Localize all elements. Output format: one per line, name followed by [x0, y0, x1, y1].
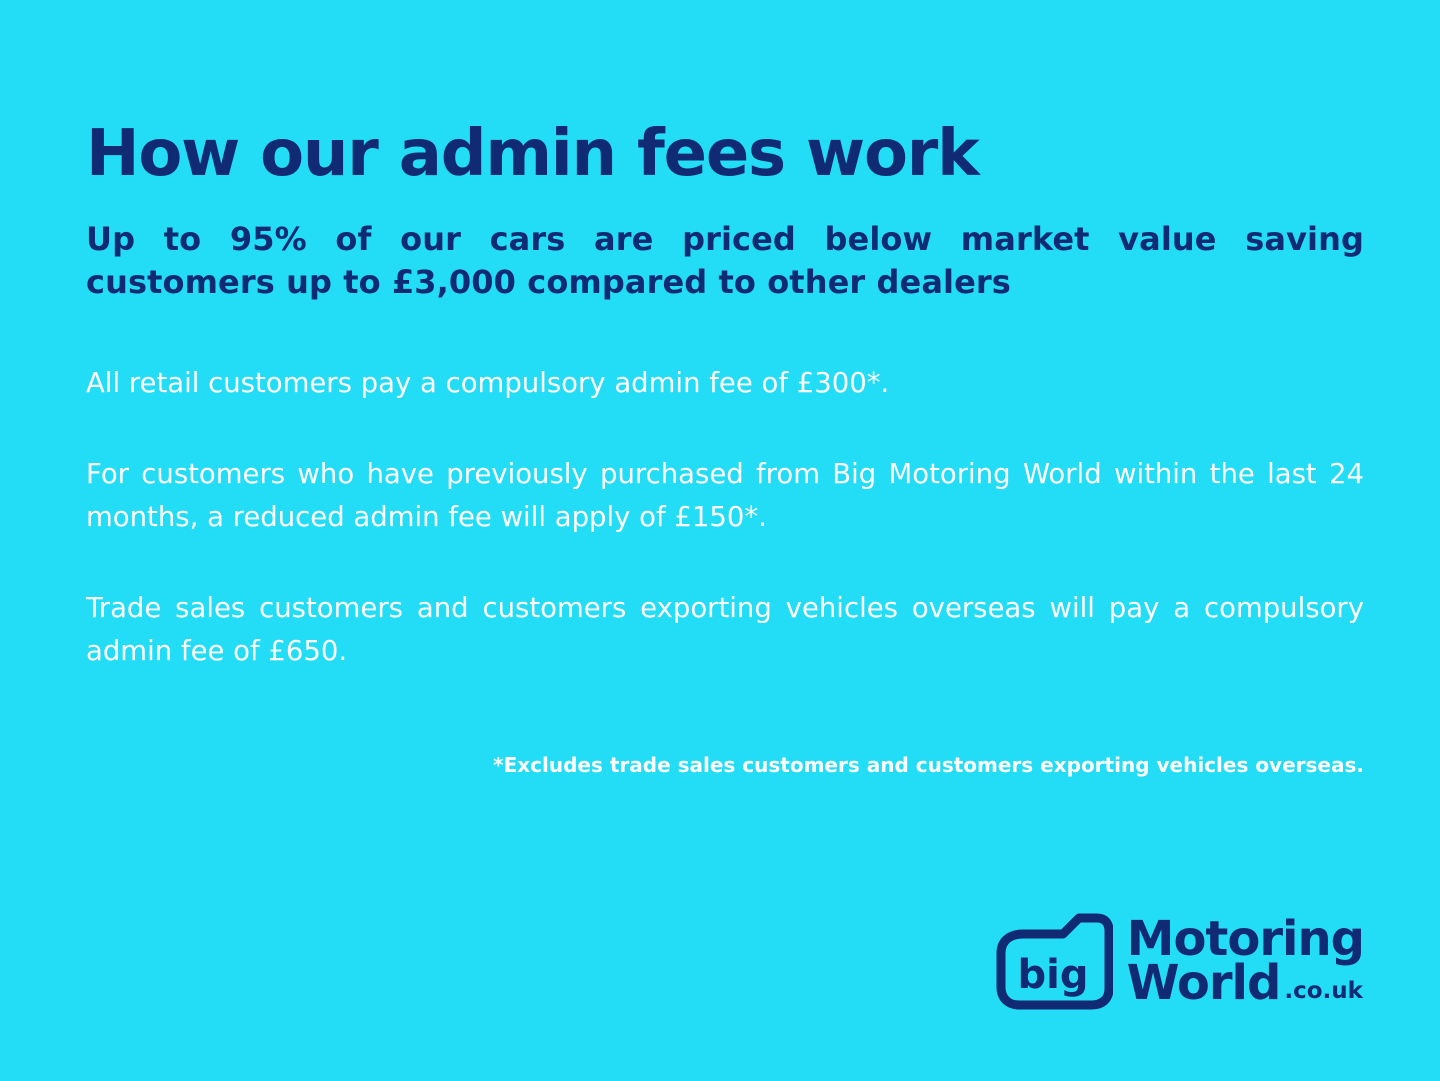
brand-wordmark-line2: World — [1126, 955, 1281, 1011]
brand-logo — [993, 909, 1364, 1013]
page-title: How our admin fees work — [86, 117, 979, 191]
brand-wordmark — [1126, 910, 1364, 1011]
brand-wordmark-domain: .co.uk — [1284, 978, 1363, 1004]
body-paragraph-retail-fee: All retail customers pay a compulsory admin fee of £300*. — [86, 367, 890, 400]
big-logo-icon — [993, 909, 1113, 1013]
slide-content — [86, 0, 1364, 778]
brand-wordmark-line1: Motoring — [1126, 910, 1364, 967]
body-paragraph-returning-customer-fee: For customers who have previously purchased from Big Motoring World within the last 24 months, a reduced admin fee will apply of £150*. — [86, 457, 1364, 534]
subheading: Up to 95% of our cars are priced below market value saving customers up to £3,000 compared to other dealers — [86, 220, 1364, 302]
svg-text:big: big — [1017, 952, 1089, 998]
body-paragraph-trade-export-fee: Trade sales customers and customers exporting vehicles overseas will pay a compulsory admin fee of £650. — [86, 591, 1364, 668]
footnote-text: *Excludes trade sales customers and customers exporting vehicles overseas. — [493, 752, 1364, 777]
